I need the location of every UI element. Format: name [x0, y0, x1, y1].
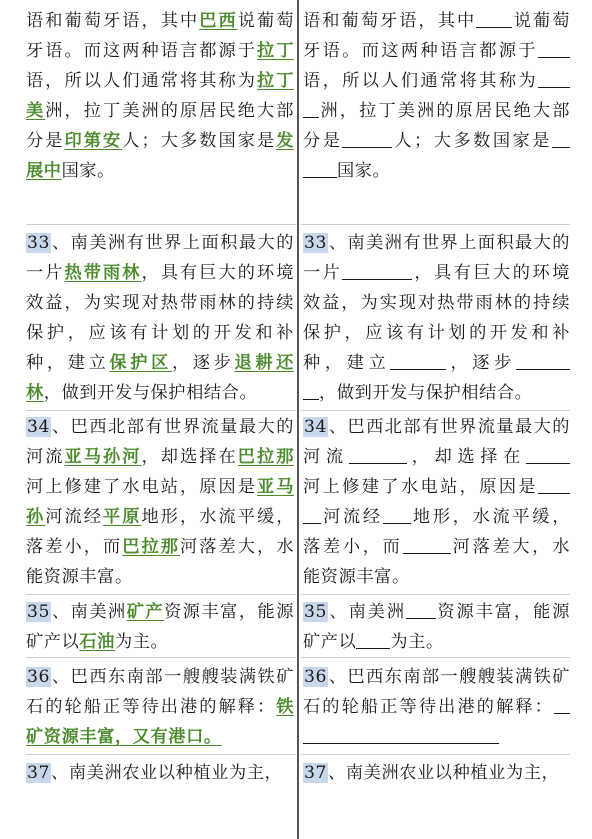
line: [303, 532, 570, 562]
separator: [301, 594, 570, 595]
text: 一片: [303, 263, 343, 283]
text: 、巴西东南部一艘艘装满铁矿: [328, 667, 570, 687]
line: [26, 502, 294, 532]
line: 能资源丰富。: [26, 567, 133, 587]
line: [26, 258, 294, 288]
text: 牙语。而这两种语言都源于: [303, 41, 538, 61]
text: 国家。: [61, 161, 115, 181]
blank-field[interactable]: [526, 445, 570, 464]
line: 保护，应该有计划的开发和补: [26, 323, 294, 343]
answer: 巴拉那: [122, 537, 180, 557]
line: [303, 472, 570, 502]
line: [303, 692, 570, 722]
text: 说葡萄: [512, 11, 570, 31]
text: 河流经: [321, 507, 383, 527]
line: [26, 36, 294, 66]
blank-field[interactable]: [303, 725, 499, 744]
text: 河落差大，水: [179, 537, 294, 557]
blank-column: [303, 0, 570, 839]
text: 、南美洲: [51, 602, 127, 622]
text: 语，所以人们通常将其称为: [26, 71, 257, 91]
line: [26, 228, 294, 258]
text: ，具有巨大的环境: [141, 263, 294, 283]
right-block-1: [303, 6, 570, 186]
text: 人；大多数国家是: [392, 131, 552, 151]
text: 、南美洲: [328, 602, 406, 622]
blank-field[interactable]: [303, 159, 337, 178]
text: 、南美洲有世界上面积最大的: [51, 233, 294, 253]
text: 种，建立: [303, 353, 391, 373]
question-number: 33: [27, 233, 51, 253]
left-question-34: [26, 412, 294, 592]
separator: [26, 224, 296, 225]
question-number: 34: [27, 417, 51, 437]
line: [303, 627, 570, 657]
line: [26, 627, 294, 657]
text: 、巴西东南部一艘艘装满铁矿: [51, 667, 294, 687]
line: [303, 502, 570, 532]
answer: 拉丁: [256, 41, 295, 61]
text: 石的轮船正等待出港的解释：: [26, 697, 277, 717]
blank-field[interactable]: [356, 630, 390, 649]
answer: 亚马: [256, 477, 295, 497]
answer: 铁: [276, 697, 294, 717]
text: 、巴西北部有世界流量最大的: [328, 417, 570, 437]
separator: [301, 754, 570, 755]
text: 牙语。而这两种语言都源于: [26, 41, 257, 61]
text: 矿产以: [26, 632, 80, 652]
right-question-36: [303, 662, 570, 752]
line: [26, 532, 294, 562]
text: ，具有巨大的环境: [412, 263, 570, 283]
text: ，逐步: [171, 353, 235, 373]
question-number: 37: [304, 763, 328, 783]
answer-column: [26, 0, 294, 839]
line: [26, 722, 294, 752]
question-number: 34: [304, 417, 328, 437]
answer: 孙: [26, 507, 46, 527]
line: [303, 722, 570, 752]
text: ，却选择在: [406, 447, 526, 467]
question-number: 35: [27, 602, 51, 622]
blank-field[interactable]: [552, 129, 570, 148]
question-number: 36: [27, 667, 51, 687]
question-number: 37: [27, 763, 51, 783]
text: 说葡萄: [237, 11, 294, 31]
blank-field[interactable]: [383, 505, 411, 524]
blank-field[interactable]: [303, 99, 319, 118]
left-block-1: [26, 6, 294, 186]
text: 河流: [303, 447, 349, 467]
blank-field[interactable]: [342, 129, 392, 148]
answer: 。: [203, 727, 222, 747]
text: 、南美洲农业以种植业为主，: [328, 763, 560, 783]
right-question-37: [303, 758, 570, 788]
text: 地形，水流平缓，: [141, 507, 294, 527]
answer: 拉丁: [256, 71, 295, 91]
text: ，做到开发与保护相结合。: [319, 383, 533, 403]
blank-field[interactable]: [538, 39, 570, 58]
answer: 退耕还: [234, 353, 294, 373]
line: [26, 472, 294, 502]
left-question-37: [26, 758, 294, 788]
text: 国家。: [337, 161, 391, 181]
text: 一片: [26, 263, 65, 283]
text: 为主。: [390, 632, 444, 652]
separator: [26, 657, 296, 658]
line: [26, 156, 294, 186]
line: [303, 758, 570, 788]
text: 河上修建了水电站，原因是: [26, 477, 257, 497]
line: [303, 412, 570, 442]
answer: 美: [26, 101, 46, 121]
line: [26, 412, 294, 442]
answer: 发: [276, 131, 294, 151]
answer: 矿产: [126, 602, 165, 622]
line: [303, 597, 570, 627]
text: 矿产以: [303, 632, 357, 652]
blank-field[interactable]: [342, 261, 412, 280]
answer: 石油: [79, 632, 115, 652]
text: 种，建立: [26, 353, 110, 373]
line: [303, 96, 570, 126]
separator: [26, 410, 296, 411]
text: 落差小，而: [303, 537, 403, 557]
line: [26, 348, 294, 378]
text: 洲，拉丁美洲的原居民绝大部: [319, 101, 570, 121]
text: 河上修建了水电站，原因是: [303, 477, 538, 497]
line: [303, 36, 570, 66]
question-number: 35: [304, 602, 328, 622]
blank-field[interactable]: [403, 535, 451, 554]
line: [26, 66, 294, 96]
answer: 巴拉那: [237, 447, 294, 467]
left-question-35: [26, 597, 294, 657]
right-question-34: [303, 412, 570, 592]
text: 分是: [303, 131, 343, 151]
column-divider: [297, 0, 299, 839]
line: 效益，为实现对热带雨林的持续: [26, 293, 294, 313]
text: 语和葡萄牙语，其中: [303, 11, 477, 31]
separator: [301, 224, 570, 225]
question-number: 36: [304, 667, 328, 687]
text: 分是: [26, 131, 65, 151]
left-question-36: [26, 662, 294, 752]
blank-field[interactable]: [476, 9, 512, 28]
answer: 林: [26, 383, 44, 403]
blank-field[interactable]: [538, 69, 570, 88]
text: ，做到开发与保护相结合。: [43, 383, 258, 403]
question-number: 33: [304, 233, 328, 253]
line: [26, 692, 294, 722]
line: [26, 96, 294, 126]
line: [26, 442, 294, 472]
text: 、巴西北部有世界流量最大的: [51, 417, 294, 437]
left-question-33: [26, 228, 294, 408]
line: [26, 6, 294, 36]
text: 地形，水流平缓，: [410, 507, 570, 527]
right-question-33: [303, 228, 570, 408]
text: 、南美洲农业以种植业为主，: [51, 763, 283, 783]
text: ，逐步: [446, 353, 516, 373]
text: 语，所以人们通常将其称为: [303, 71, 538, 91]
line: 效益，为实现对热带雨林的持续: [303, 293, 570, 313]
text: 资源丰富，能源: [164, 602, 294, 622]
line: [26, 126, 294, 156]
line: [26, 378, 294, 408]
line: [26, 597, 294, 627]
separator: [26, 754, 296, 755]
text: 河流: [26, 447, 65, 467]
blank-field[interactable]: [406, 600, 436, 619]
line: [303, 258, 570, 288]
separator: [301, 657, 570, 658]
line: [303, 126, 570, 156]
line: [303, 228, 570, 258]
text: 人；大多数国家是: [122, 131, 277, 151]
text: 石的轮船正等待出港的解释：: [303, 697, 554, 717]
answer: 平原: [102, 507, 142, 527]
text: 河流经: [45, 507, 103, 527]
text: 为主。: [114, 632, 169, 652]
line: 保护，应该有计划的开发和补: [303, 323, 570, 343]
line: [303, 156, 570, 186]
line: [303, 6, 570, 36]
blank-field[interactable]: [538, 475, 570, 494]
blank-field[interactable]: [390, 351, 446, 370]
line: [26, 662, 294, 692]
line: [303, 348, 570, 378]
line: [303, 442, 570, 472]
line: 能资源丰富。: [303, 567, 410, 587]
text: 洲，拉丁美洲的原居民绝大部: [45, 101, 294, 121]
text: 资源丰富，能源: [436, 602, 570, 622]
text: 语和葡萄牙语，其中: [26, 11, 200, 31]
line: [303, 662, 570, 692]
blank-field[interactable]: [554, 695, 570, 714]
answer: 亚马孙河: [64, 447, 142, 467]
blank-field[interactable]: [349, 445, 407, 464]
line: [303, 378, 570, 408]
blank-field[interactable]: [303, 381, 319, 400]
separator: [26, 594, 296, 595]
answer: 保护区: [109, 353, 172, 373]
right-question-35: [303, 597, 570, 657]
text: 、南美洲有世界上面积最大的: [328, 233, 570, 253]
answer: 巴西: [199, 11, 238, 31]
text: ，却选择在: [141, 447, 238, 467]
separator: [301, 410, 570, 411]
answer: 热带雨林: [64, 263, 142, 283]
answer: 印第安: [64, 131, 123, 151]
text: 落差小，而: [26, 537, 123, 557]
blank-field[interactable]: [303, 505, 321, 524]
line: [26, 758, 294, 788]
blank-field[interactable]: [516, 351, 570, 370]
text: 河落差大，水: [450, 537, 570, 557]
answer: 展中: [26, 161, 62, 181]
answer: 矿资源丰富，又有港口: [26, 727, 204, 747]
line: [303, 66, 570, 96]
